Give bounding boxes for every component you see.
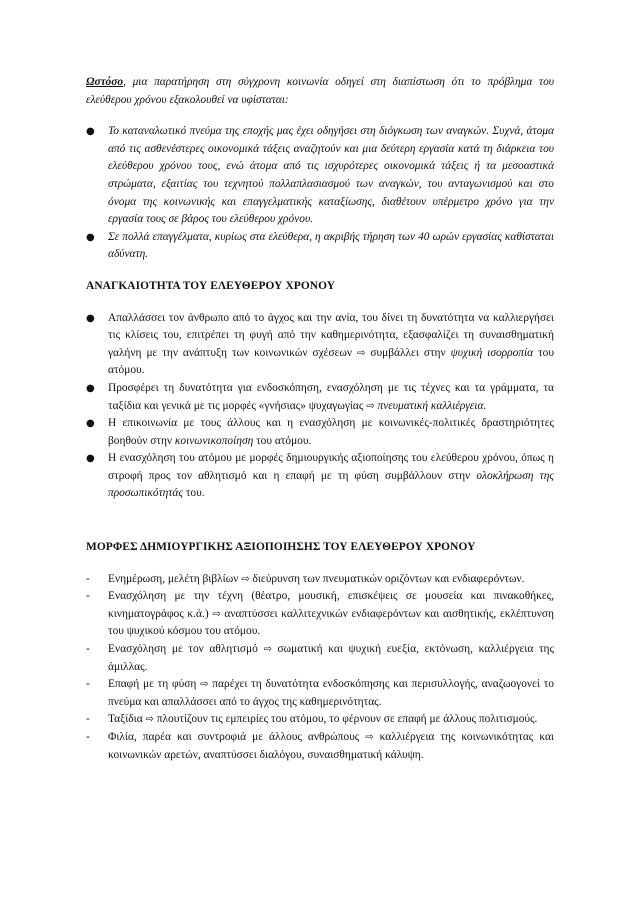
- dash-marker: -: [86, 678, 90, 691]
- dash-marker: -: [86, 713, 90, 726]
- dash-marker: -: [86, 731, 90, 743]
- bullet-icon: ●: [86, 453, 95, 465]
- spacer: [86, 264, 554, 278]
- list-item: - Ενασχόληση με την τέχνη (θέατρο, μουσική, επισκέψεις σε μουσεία και πινακοθήκες, κινηματογράφος κ.ά.) ⇨ αναπτύσσει καλλιτεχνικών ενδιαφερόντων και αισθητικής, εκλέπτυνση του ψυχικού κόσμου του ατόμου.: [86, 590, 554, 638]
- list-item: - Επαφή με τη φύση ⇨ παρέχει τη δυνατότητα ενδοσκόπησης και περισυλλογής, αναζωογονεί το πνεύμα και απαλλάσσει από το άγχος της καθημερινότητας.: [86, 678, 554, 708]
- arrow-right-icon: ⇨: [241, 573, 250, 585]
- list-item: ● Απαλλάσσει τον άνθρωπο από το άγχος και την ανία, του δίνει τη δυνατότητα να καλλιεργήσει τις κλίσεις του, επιτρέπει τη φυγή από την καθημερινότητα, εξασφαλίζει τη συναισθηματική γαλήνη με την ανάπτυξη των κοινωνικών σχέσεων ⇨ συμβάλλει στην ψυχική ισορροπία του ατόμου.: [86, 311, 555, 377]
- bullet-icon: ●: [86, 382, 95, 394]
- spacer: [86, 503, 554, 539]
- spacer: [86, 109, 554, 123]
- arrow-right-icon: ⇨: [365, 732, 374, 743]
- arrow-right-icon: ⇨: [357, 347, 366, 359]
- intro-text: , μια παρατήρηση στη σύγχρονη κοινωνία οδηγεί στη διαπίστωση ότι το πρόβλημα του ελεύθερου χρόνου εξακολουθεί να υφίσταται:: [86, 76, 554, 106]
- document-page: [86, 74, 554, 764]
- dash-marker: -: [86, 643, 90, 656]
- list-item: - Ταξίδια ⇨ πλουτίζουν τις εμπειρίες του ατόμου, το φέρνουν σε επαφή με άλλους πολιτισμούς.: [86, 711, 554, 729]
- intro-paragraph: [86, 74, 554, 109]
- list-item: ● Σε πολλά επαγγέλματα, κυρίως στα ελεύθερα, η ακριβής τήρηση των 40 ωρών εργασίας καθίσταται αδύνατη.: [86, 230, 554, 261]
- intro-lead: Ωστόσο: [86, 76, 124, 88]
- bullet-icon: ●: [86, 231, 95, 243]
- intro-bullet-list: [86, 123, 554, 264]
- arrow-right-icon: ⇨: [212, 608, 221, 620]
- list-item: - Ενημέρωση, μελέτη βιβλίων ⇨ διεύρυνση των πνευματικών οριζόντων και ενδιαφερόντων.: [86, 571, 554, 589]
- bullet-icon: ●: [86, 126, 95, 138]
- dash-marker: -: [86, 572, 90, 585]
- forms-dash-list: [86, 571, 554, 765]
- section-heading-forms: ΜΟΡΦΕΣ ΔΗΜΙΟΥΡΓΙΚΗΣ ΑΞΙΟΠΟΙΗΣΗΣ ΤΟΥ ΕΛΕΥΘΕΡΟΥ ΧΡΟΝΟΥ: [86, 541, 476, 554]
- dash-marker: -: [86, 590, 90, 603]
- arrow-right-icon: ⇨: [145, 714, 154, 726]
- list-item: ● Η ενασχόληση του ατόμου με μορφές δημιουργικής αξιοποίησης του ελεύθερου χρόνου, όπως η στροφή προς τον αθλητισμό και η επαφή με τη φύση συμβάλλουν στην ολοκλήρωση της προσωπικότητάς του.: [86, 452, 555, 500]
- list-item: ● Προσφέρει τη δυνατότητα για ενδοσκόπηση, ενασχόληση με τις τέχνες και τα γράμματα, τα ταξίδια και γενικά με τις μορφές «γνήσιας» ψυχαγωγίας ⇨ πνευματική καλλιέργεια.: [86, 381, 554, 412]
- section-heading-necessity: ΑΝΑΓΚΑΙΟΤΗΤΑ ΤΟΥ ΕΛΕΥΘΕΡΟΥ ΧΡΟΝΟΥ: [86, 279, 336, 292]
- bullet-icon: ●: [86, 312, 95, 324]
- spacer: [86, 557, 554, 571]
- list-item: ● Η επικοινωνία με τους άλλους και η ενασχόληση με κοινωνικές-πολιτικές δραστηριότητες βοηθούν στην κοινωνικοποίηση του ατόμου.: [86, 417, 554, 447]
- bullet-icon: ●: [86, 418, 95, 430]
- spacer: [86, 296, 554, 310]
- necessity-bullet-list: [86, 310, 554, 504]
- list-item: ● Το καταναλωτικό πνεύμα της εποχής μας έχει οδηγήσει στη διόγκωση των αναγκών. Συχνά, άτομα από τις ασθενέστερες οικονομικά τάξεις αναζητούν και μια δεύτερη εργασία κατά τη διάρκεια του ελεύθερου χρόνου τους, ενώ άτομα από τις ισχυρότερες οικονομικά τάξεις ή τα μεσοαστικά στρώματα, εξαιτίας του τεχνητού πολλαπλασιασμού των αναγκών, του ανταγωνισμού και στο όνομα της κοινωνικής και επαγγελματικής καταξίωσης, διαθέτουν υπέρμετρο χρόνο για την εργασία τους σε βάρος του ελεύθερου χρόνου.: [86, 125, 554, 226]
- arrow-right-icon: ⇨: [366, 400, 375, 412]
- list-item: - Ενασχόληση με τον αθλητισμό ⇨ σωματική και ψυχική ευεξία, εκτόνωση, καλλιέργεια της άμιλλας.: [86, 643, 554, 673]
- arrow-right-icon: ⇨: [200, 679, 209, 691]
- arrow-right-icon: ⇨: [263, 644, 272, 656]
- list-item: - Φιλία, παρέα και συντροφιά με άλλους ανθρώπους ⇨ καλλιέργεια της κοινωνικότητας και κοινωνικών αρετών, αναπτύσσει διαλόγου, συναισθηματική κάλυψη.: [86, 731, 554, 761]
